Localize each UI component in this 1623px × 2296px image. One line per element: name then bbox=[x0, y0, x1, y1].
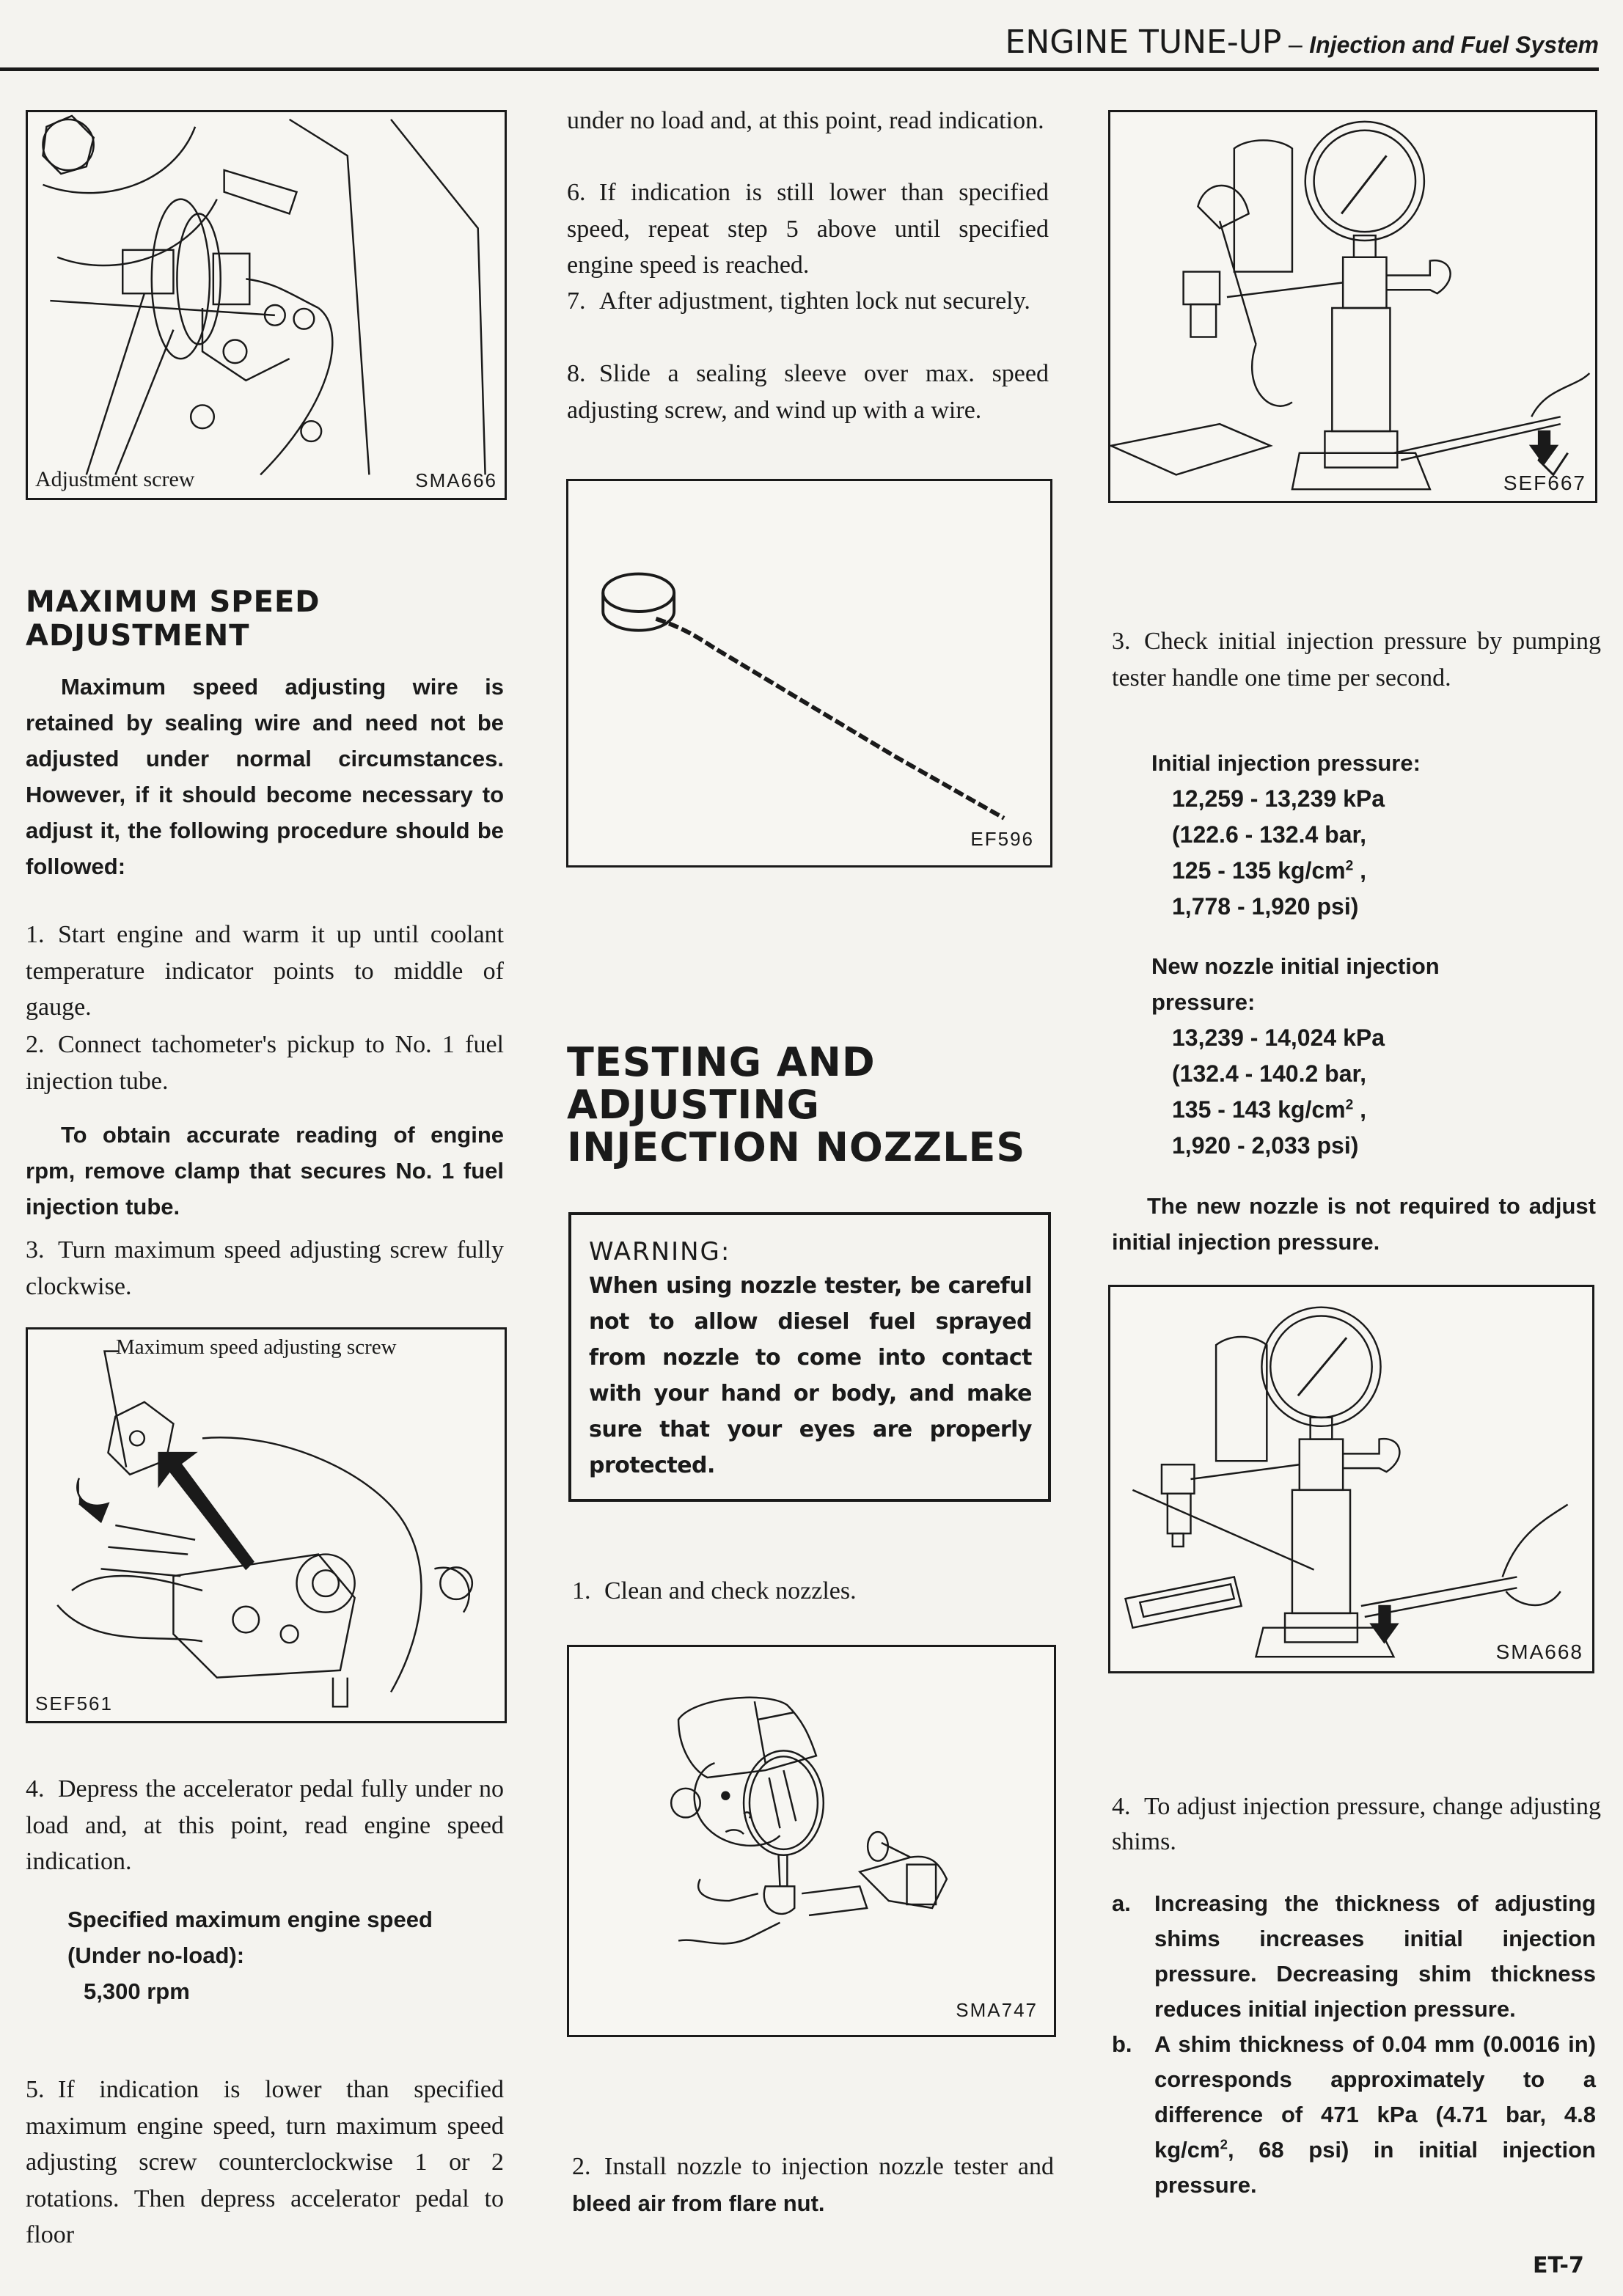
step-5 bbox=[26, 2072, 504, 2253]
header-separator: – bbox=[1281, 31, 1310, 59]
nozzle-step-3 bbox=[1112, 623, 1601, 696]
heading-line: INJECTION NOZZLES bbox=[567, 1124, 1026, 1170]
step-8 bbox=[567, 356, 1049, 428]
figure-code: SEF561 bbox=[35, 1692, 113, 1714]
spec-value: 5,300 rpm bbox=[84, 1978, 190, 2004]
sealing-wire-illustration bbox=[568, 481, 1050, 865]
step-number: 5. bbox=[26, 2076, 45, 2103]
max-speed-screw-illustration bbox=[28, 1329, 505, 1721]
step-number: 3. bbox=[26, 1236, 45, 1263]
step-text: Connect tachometer's pickup to No. 1 fuel injection tube. bbox=[26, 1031, 504, 1095]
nozzle-tester-pumping-illustration bbox=[1110, 1287, 1592, 1671]
step-text: Clean and check nozzles. bbox=[604, 1577, 857, 1604]
spec-label: pressure: bbox=[1151, 989, 1256, 1015]
step-number: 8. bbox=[567, 360, 586, 387]
warning-box bbox=[568, 1212, 1051, 1502]
engine-adjustment-screw-illustration bbox=[28, 112, 505, 498]
nozzle-step-4 bbox=[1112, 1789, 1601, 1860]
step-5-continued: under no load and, at this point, read indication. bbox=[567, 107, 1044, 134]
spec-value bbox=[1172, 1092, 1591, 1128]
figure-label-adjustment-screw: Adjustment screw bbox=[35, 467, 195, 491]
step-text-bold: bleed air from flare nut. bbox=[572, 2190, 825, 2216]
step-6 bbox=[567, 175, 1049, 284]
step-text: Start engine and warm it up until coolant temperature indicator points to middle of gauge. bbox=[26, 921, 504, 1021]
substep-b bbox=[1112, 2027, 1596, 2203]
spec-value-text: 135 - 143 kg/cm bbox=[1172, 1096, 1346, 1123]
spec-label: Specified maximum engine speed bbox=[67, 1907, 433, 1932]
section-heading-nozzles bbox=[567, 1041, 1066, 1169]
nozzle-step-1 bbox=[572, 1573, 1054, 1610]
figure-ef596 bbox=[566, 479, 1052, 868]
spec-value-text: , bbox=[1353, 1096, 1367, 1123]
superscript: 2 bbox=[1220, 2136, 1228, 2152]
spec-value: (132.4 - 140.2 bar, bbox=[1172, 1060, 1367, 1087]
spec-value: 1,920 - 2,033 psi) bbox=[1172, 1132, 1359, 1159]
step-2 bbox=[26, 1027, 504, 1099]
warning-text: When using nozzle tester, be careful not to allow diesel fuel sprayed from nozzle to come into contact with your hand or body, and make sure that your eyes are properly protected. bbox=[589, 1273, 1032, 1478]
tachometer-note: To obtain accurate reading of engine rpm, remove clamp that secures No. 1 fuel injection tube. bbox=[26, 1122, 504, 1219]
spec-values bbox=[1151, 1020, 1591, 1164]
header-subsection: Injection and Fuel System bbox=[1309, 32, 1599, 58]
step-number: 1. bbox=[572, 1577, 591, 1604]
nozzle-step-2 bbox=[572, 2149, 1054, 2221]
figure-code: SMA666 bbox=[415, 469, 497, 491]
page-number: ET-7 bbox=[1533, 2253, 1584, 2278]
step-text: Install nozzle to injection nozzle tester and bbox=[604, 2153, 1054, 2180]
step-number: 7. bbox=[567, 287, 586, 315]
substep-text: A shim thickness of 0.04 mm (0.0016 in) corresponds approximately to a difference of 471 kPa (4.71 bar, 4.8 kg/cm bbox=[1154, 2031, 1596, 2163]
header-rule bbox=[0, 67, 1599, 71]
section-heading-max-speed bbox=[26, 585, 524, 653]
heading-line: TESTING AND bbox=[567, 1039, 876, 1085]
step-1 bbox=[26, 917, 504, 1026]
spec-value-text: , bbox=[1353, 857, 1367, 884]
step-text: Slide a sealing sleeve over max. speed adjusting screw, and wind up with a wire. bbox=[567, 360, 1049, 424]
step-3 bbox=[26, 1232, 504, 1305]
step-text: After adjustment, tighten lock nut securely. bbox=[599, 287, 1030, 315]
spec-value: 1,778 - 1,920 psi) bbox=[1172, 893, 1359, 920]
step-7 bbox=[567, 283, 1049, 320]
step-number: 4. bbox=[26, 1775, 45, 1802]
shim-substeps bbox=[1112, 1886, 1596, 2203]
step-4 bbox=[26, 1771, 504, 1880]
spec-values bbox=[1151, 781, 1591, 925]
figure-code: SMA747 bbox=[956, 1999, 1038, 2021]
step-number: 2. bbox=[26, 1031, 45, 1058]
initial-pressure-spec bbox=[1151, 745, 1591, 925]
step-number: 2. bbox=[572, 2153, 591, 2180]
substep-label: a. bbox=[1112, 1890, 1131, 1916]
step-text: Depress the accelerator pedal fully under no load and, at this point, read engine speed indication. bbox=[26, 1775, 504, 1875]
figure-code: SMA668 bbox=[1495, 1640, 1583, 1663]
figure-label-max-speed-screw: Maximum speed adjusting screw bbox=[116, 1335, 397, 1359]
max-speed-intro: Maximum speed adjusting wire is retained by sealing wire and need not be adjusted under normal circumstances. However, if it should become necessary to adjust it, the following procedure should be followed: bbox=[26, 674, 504, 879]
superscript: 2 bbox=[1345, 1097, 1354, 1113]
step-text: To adjust injection pressure, change adjusting shims. bbox=[1112, 1793, 1601, 1855]
spec-label: New nozzle initial injection bbox=[1151, 953, 1440, 979]
figure-sef667 bbox=[1108, 110, 1597, 503]
figure-code: EF596 bbox=[970, 828, 1034, 850]
substep-label: b. bbox=[1112, 2031, 1132, 2057]
substep-a bbox=[1112, 1886, 1596, 2027]
figure-sma666 bbox=[26, 110, 507, 500]
nozzle-tester-bleeding-illustration bbox=[1110, 112, 1595, 501]
new-nozzle-pressure-spec bbox=[1151, 948, 1591, 1164]
figure-sma668 bbox=[1108, 1285, 1594, 1673]
heading-line: MAXIMUM SPEED bbox=[26, 585, 320, 619]
new-nozzle-note: The new nozzle is not required to adjust initial injection pressure. bbox=[1112, 1193, 1596, 1255]
figure-sef561 bbox=[26, 1327, 507, 1723]
warning-title: WARNING: bbox=[589, 1237, 731, 1266]
substep-text: Increasing the thickness of adjusting shims increases initial injection pressure. Decreasing shim thickness reduces initial injection pressure. bbox=[1154, 1890, 1596, 2022]
step-text: If indication is still lower than specified speed, repeat step 5 above until specified engine speed is reached. bbox=[567, 179, 1049, 279]
figure-sma747 bbox=[567, 1645, 1056, 2037]
step-number: 4. bbox=[1112, 1793, 1131, 1820]
header-section: ENGINE TUNE-UP bbox=[1005, 23, 1282, 61]
page-header bbox=[920, 23, 1599, 67]
step-number: 3. bbox=[1112, 628, 1131, 655]
spec-value bbox=[1172, 853, 1591, 889]
heading-line: ADJUSTMENT bbox=[26, 619, 250, 653]
spec-value-text: 125 - 135 kg/cm bbox=[1172, 857, 1346, 884]
spec-label: Initial injection pressure: bbox=[1151, 750, 1421, 776]
spec-value: 12,259 - 13,239 kPa bbox=[1172, 785, 1385, 812]
heading-line: ADJUSTING bbox=[567, 1082, 820, 1128]
max-speed-spec bbox=[67, 1901, 508, 2009]
spec-label: (Under no-load): bbox=[67, 1943, 245, 1968]
step-number: 1. bbox=[26, 921, 45, 948]
superscript: 2 bbox=[1345, 858, 1354, 874]
step-number: 6. bbox=[567, 179, 586, 206]
spec-value: 13,239 - 14,024 kPa bbox=[1172, 1024, 1385, 1051]
figure-code: SEF667 bbox=[1503, 472, 1586, 494]
substep-text: , 68 psi) in initial injection pressure. bbox=[1154, 2137, 1596, 2198]
mechanic-inspecting-nozzle-illustration bbox=[569, 1647, 1054, 2035]
step-text: Check initial injection pressure by pumping tester handle one time per second. bbox=[1112, 628, 1601, 692]
step-text: If indication is lower than specified maximum engine speed, turn maximum speed adjusting screw counterclockwise 1 or 2 rotations. Then depress accelerator pedal to floor bbox=[26, 2076, 504, 2248]
spec-value: (122.6 - 132.4 bar, bbox=[1172, 821, 1367, 848]
step-text: Turn maximum speed adjusting screw fully clockwise. bbox=[26, 1236, 504, 1300]
